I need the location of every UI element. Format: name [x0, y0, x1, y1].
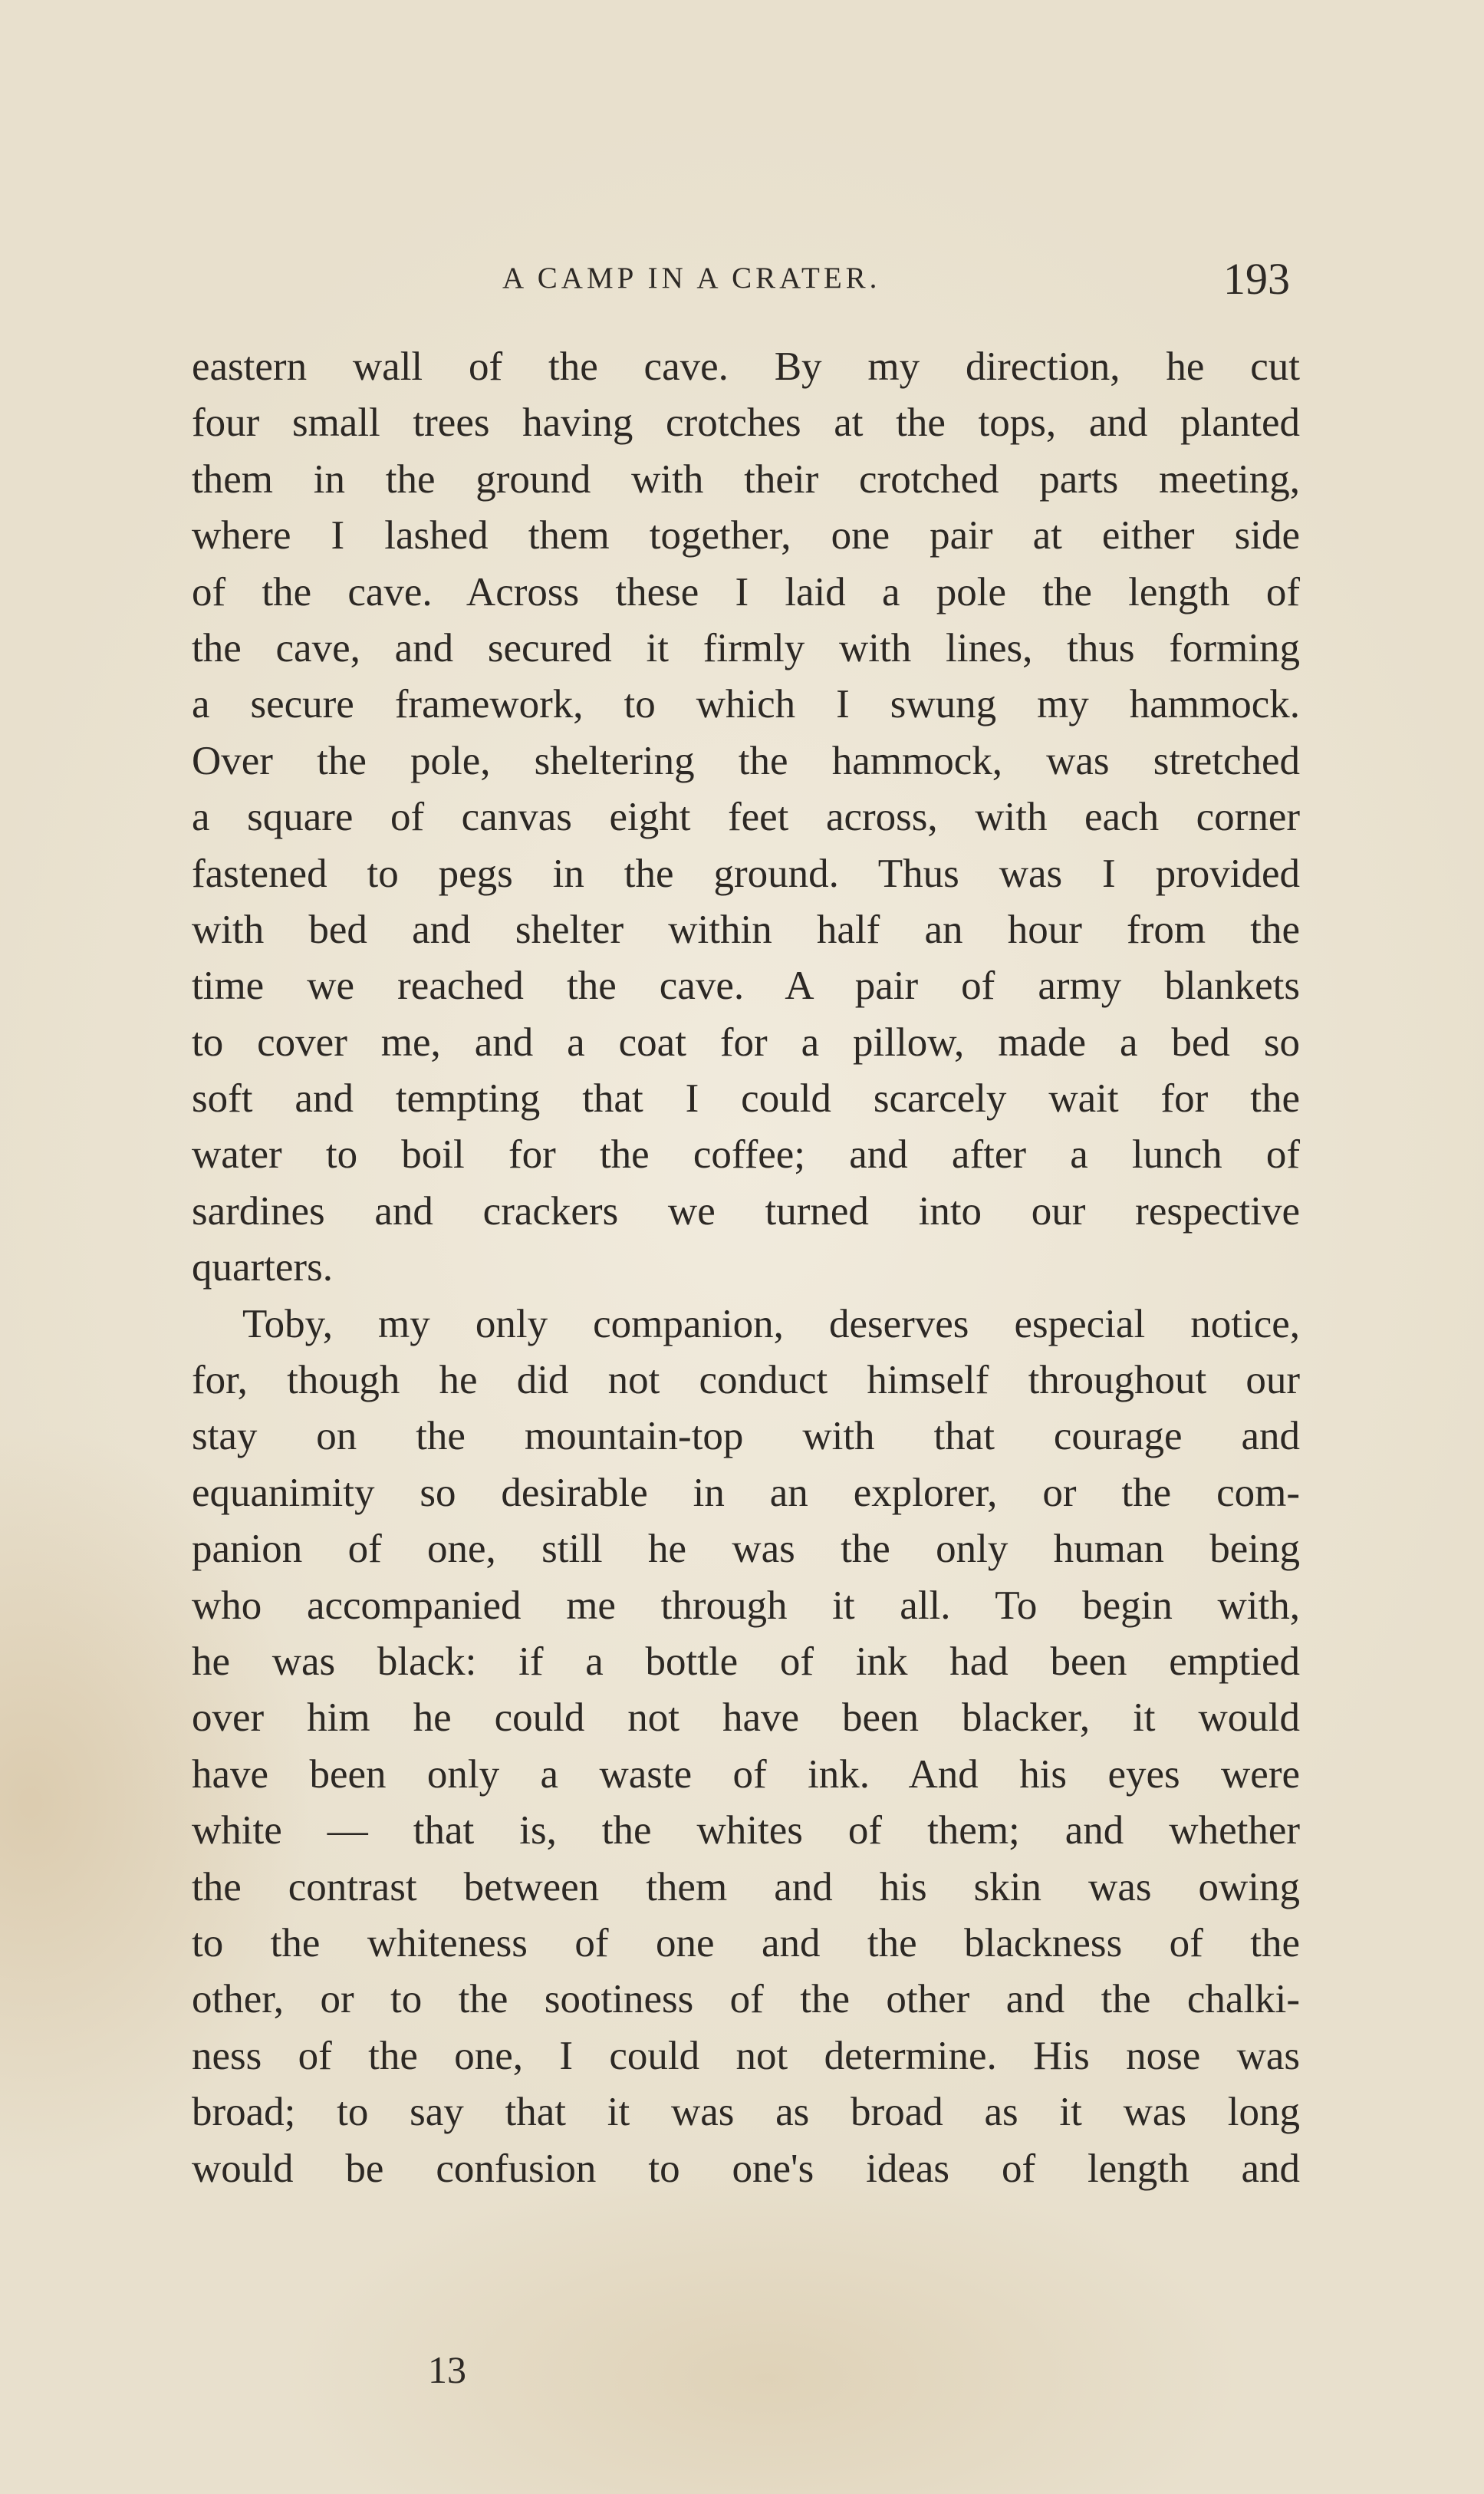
- text-line: ness of the one, I could not determine. His nose was: [192, 2033, 1300, 2078]
- text-line: have been only a waste of ink. And his eyes were: [192, 1751, 1300, 1797]
- paragraph-2: [192, 1296, 1300, 2197]
- text-line: over him he could not have been blacker, it would: [192, 1695, 1300, 1741]
- text-line: time we reached the cave. A pair of army blankets: [192, 964, 1300, 1009]
- text-line: four small trees having crotches at the tops, and planted: [192, 400, 1300, 446]
- text-line: Over the pole, sheltering the hammock, was stretched: [192, 738, 1300, 783]
- text-line: sardines and crackers we turned into our respective: [192, 1188, 1300, 1234]
- text-line: equanimity so desirable in an explorer, or the com-: [192, 1470, 1300, 1515]
- text-line: for, though he did not conduct himself throughout our: [192, 1358, 1300, 1403]
- text-line: a secure framework, to which I swung my hammock.: [192, 682, 1300, 727]
- text-line: quarters.: [192, 1245, 333, 1290]
- text-line: with bed and shelter within half an hour from the: [192, 907, 1300, 952]
- text-line: broad; to say that it was as broad as it was long: [192, 2090, 1300, 2135]
- text-line: water to boil for the coffee; and after a lunch of: [192, 1132, 1300, 1178]
- text-line: the cave, and secured it firmly with lines, thus forming: [192, 625, 1300, 670]
- running-title: A CAMP IN A CRATER.: [502, 262, 881, 295]
- paragraph-1: [192, 339, 1300, 1296]
- text-line: panion of one, still he was the only human being: [192, 1527, 1300, 1572]
- text-line: of the cave. Across these I laid a pole the length of: [192, 569, 1300, 614]
- text-line: he was black: if a bottle of ink had been emptied: [192, 1639, 1300, 1684]
- body-text: [192, 339, 1300, 2197]
- text-line: them in the ground with their crotched parts meeting,: [192, 456, 1300, 502]
- text-line: to cover me, and a coat for a pillow, made a bed so: [192, 1020, 1300, 1065]
- text-line: Toby, my only companion, deserves especial notice,: [242, 1301, 1300, 1346]
- text-line: who accompanied me through it all. To begin with,: [192, 1583, 1300, 1628]
- page-number: 193: [1223, 254, 1290, 304]
- text-line: to the whiteness of one and the blackness of the: [192, 1920, 1300, 1965]
- text-line: a square of canvas eight feet across, with each corner: [192, 795, 1300, 840]
- text-line: the contrast between them and his skin was owing: [192, 1864, 1300, 1909]
- text-line: eastern wall of the cave. By my direction, he cut: [192, 344, 1300, 389]
- text-line: soft and tempting that I could scarcely wait for the: [192, 1076, 1300, 1122]
- text-line: white — that is, the whites of them; and whether: [192, 1808, 1300, 1853]
- text-line: where I lashed them together, one pair at either side: [192, 513, 1300, 558]
- text-line: other, or to the sootiness of the other and the chalki-: [192, 1977, 1300, 2022]
- signature-mark: 13: [428, 2348, 466, 2391]
- text-line: would be confusion to one's ideas of length and: [192, 2146, 1300, 2191]
- text-line: fastened to pegs in the ground. Thus was I provided: [192, 851, 1300, 896]
- text-line: stay on the mountain-top with that courage and: [192, 1414, 1300, 1459]
- running-head: [0, 253, 1484, 304]
